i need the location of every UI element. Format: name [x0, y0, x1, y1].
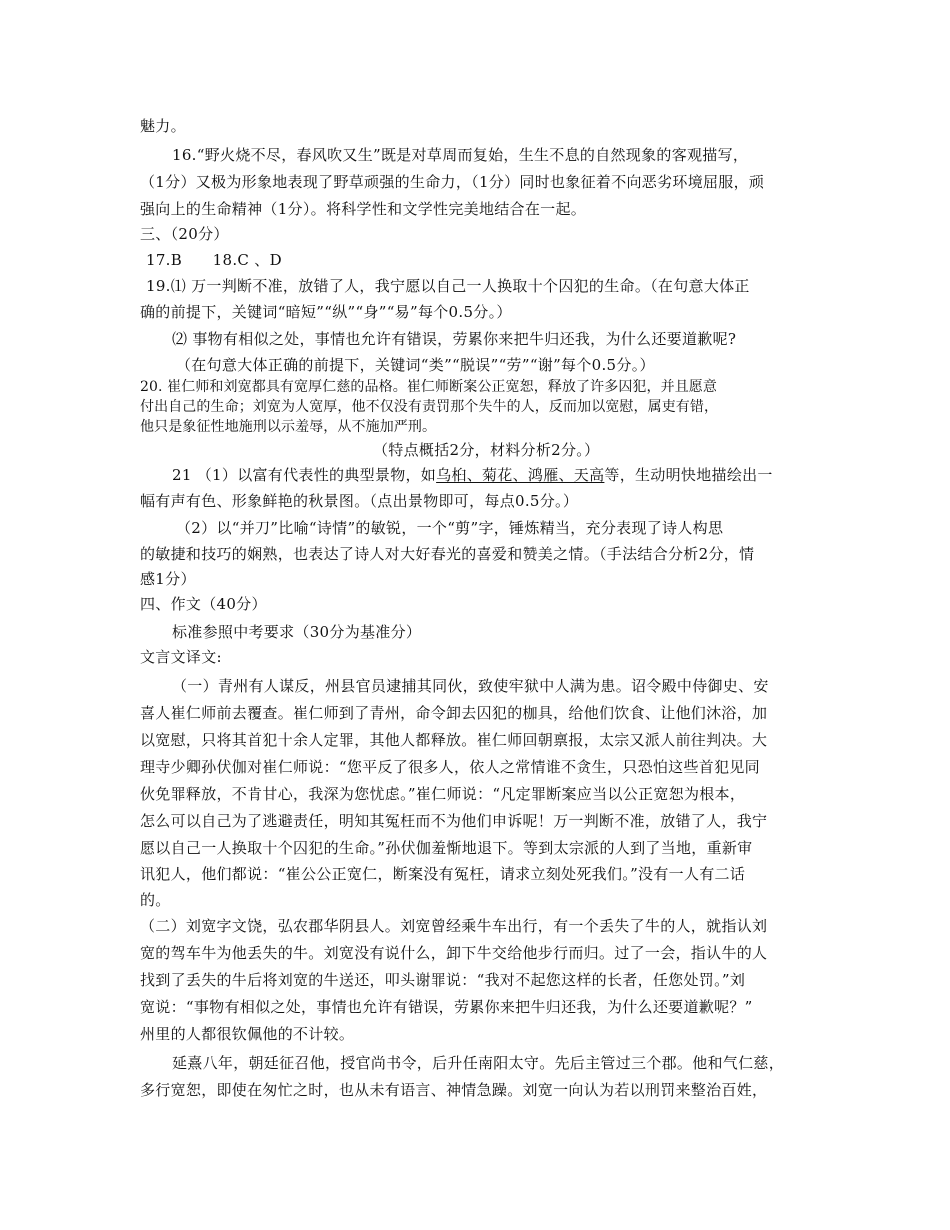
text-line: 标准参照中考要求（30分为基准分）	[172, 623, 422, 641]
text-line: 16.“野火烧不尽，春风吹又生”既是对草周而复始，生生不息的自然现象的客观描写，	[172, 146, 749, 164]
text-line: 20. 崔仁师和刘宽都具有宽厚仁慈的品格。崔仁师断案公正宽恕，释放了许多囚犯，并且愿意	[140, 379, 718, 395]
text-line: （二）刘宽字文饶，弘农郡华阴县人。刘宽曾经乘牛车出行，有一个丢失了牛的人，就指认刘	[140, 917, 768, 935]
text-line: 确的前提下，关键词“暗短”“纵”“身”“易”每个0.5分。）	[140, 303, 512, 321]
text-line: 宽说：“事物有相似之处，事情也允许有错误，劳累你来把牛归还我，为什么还要道歉呢？”	[140, 998, 753, 1016]
text-line: 州里的人都很钦佩他的不计较。	[140, 1025, 355, 1043]
text-line: 怎么可以自己为了逃避责任，明知其冤枉而不为他们申诉呢！万一判断不准，放错了人，我宁	[140, 812, 768, 830]
text-line: （在句意大体正确的前提下，关键词“类”“脱误”“劳”“谢”每个0.5分。）	[176, 356, 655, 374]
section-heading: 三、（20分）	[140, 225, 229, 243]
text-line: 伙免罪释放，不肯甘心，我深为您忧虑。”崔仁师说：“凡定罪断案应当以公正宽恕为根本，	[140, 785, 746, 803]
text-line: 付出自己的生命；刘宽为人宽厚，他不仅没有责罚那个失牛的人，反而加以宽慰，属吏有错，	[140, 399, 719, 415]
text-line: 的敏捷和技巧的娴熟，也表达了诗人对大好春光的喜爱和赞美之情。（手法结合分析2分，情	[140, 545, 755, 563]
text-line: 愿以自己一人换取十个囚犯的生命。”孙伏伽羞惭地退下。等到太宗派的人到了当地，重新审	[140, 839, 753, 857]
text-line: 19.⑴ 万一判断不准，放错了人，我宁愿以自己一人换取十个囚犯的生命。（在句意大体正	[146, 277, 750, 295]
text-span: 21 （1）以富有代表性的典型景物，如	[172, 466, 437, 484]
text-line: 的。	[140, 891, 171, 909]
text-line: 宽的驾车牛为他丢失的牛。刘宽没有说什么，卸下牛交给他步行而归。过了一会，指认牛的人	[140, 944, 768, 962]
text-line: 延熹八年，朝廷征召他，授官尚书令，后升任南阳太守。先后主管过三个郡。他和气仁慈，	[172, 1054, 785, 1072]
text-span: 等，生动明快地描绘出一	[604, 466, 773, 484]
text-line	[172, 463, 847, 487]
underlined-text: 乌桕、菊花、鸿雁、天高	[436, 466, 605, 484]
text-line: 他只是象征性地施刑以示羞辱，从不施加严刑。	[140, 419, 437, 435]
text-line: 多行宽恕，即使在匆忙之时，也从未有语言、神情急躁。刘宽一向认为若以刑罚来整治百姓，	[140, 1081, 768, 1099]
text-line: （特点概括2分，材料分析2分。）	[373, 441, 600, 459]
text-line: 讯犯人，他们都说：“崔公公正宽仁，断案没有冤枉，请求立刻处死我们。”没有一人有二话	[140, 865, 746, 883]
text-line: 强向上的生命精神（1分）。将科学性和文学性完美地结合在一起。	[140, 200, 587, 218]
text-line: 魅力。	[140, 117, 186, 135]
text-line: 理寺少卿孙伏伽对崔仁师说：“您平反了很多人，依人之常情谁不贪生，只恐怕这些首犯见同	[140, 758, 760, 776]
text-line: （1分）又极为形象地表现了野草顽强的生命力，（1分）同时也象征着不向恶劣环境屈服，顽	[140, 173, 765, 191]
text-line: ⑵ 事物有相似之处，事情也允许有错误，劳累你来把牛归还我，为什么还要道歉呢?	[172, 330, 737, 348]
text-line: 喜人崔仁师前去覆查。崔仁师到了青州，命令卸去囚犯的枷具，给他们饮食、让他们沐浴，加	[140, 704, 768, 722]
text-line: 找到了丢失的牛后将刘宽的牛送还，叩头谢罪说：“我对不起您这样的长者，任您处罚。”刘	[140, 971, 746, 989]
text-line: （2）以“并刀”比喻“诗情”的敏锐，一个“剪”字，锤炼精当，充分表现了诗人构思	[176, 519, 724, 537]
text-line: 幅有声有色、形象鲜艳的秋景图。（点出景物即可，每点0.5分。）	[140, 492, 579, 510]
text-line: 以宽慰，只将其首犯十余人定罪，其他人都释放。崔仁师回朝禀报，太宗又派人前往判决。大	[140, 731, 768, 749]
text-line: 文言文译文:	[140, 648, 222, 666]
section-heading: 四、作文（40分）	[140, 595, 267, 613]
text-line: 17.B 18.C 、D	[146, 251, 282, 269]
text-line: 感1分）	[140, 570, 196, 588]
text-line: （一）青州有人谋反，州县官员逮捕其同伙，致使牢狱中人满为患。诏令殿中侍御史、安	[172, 677, 769, 695]
